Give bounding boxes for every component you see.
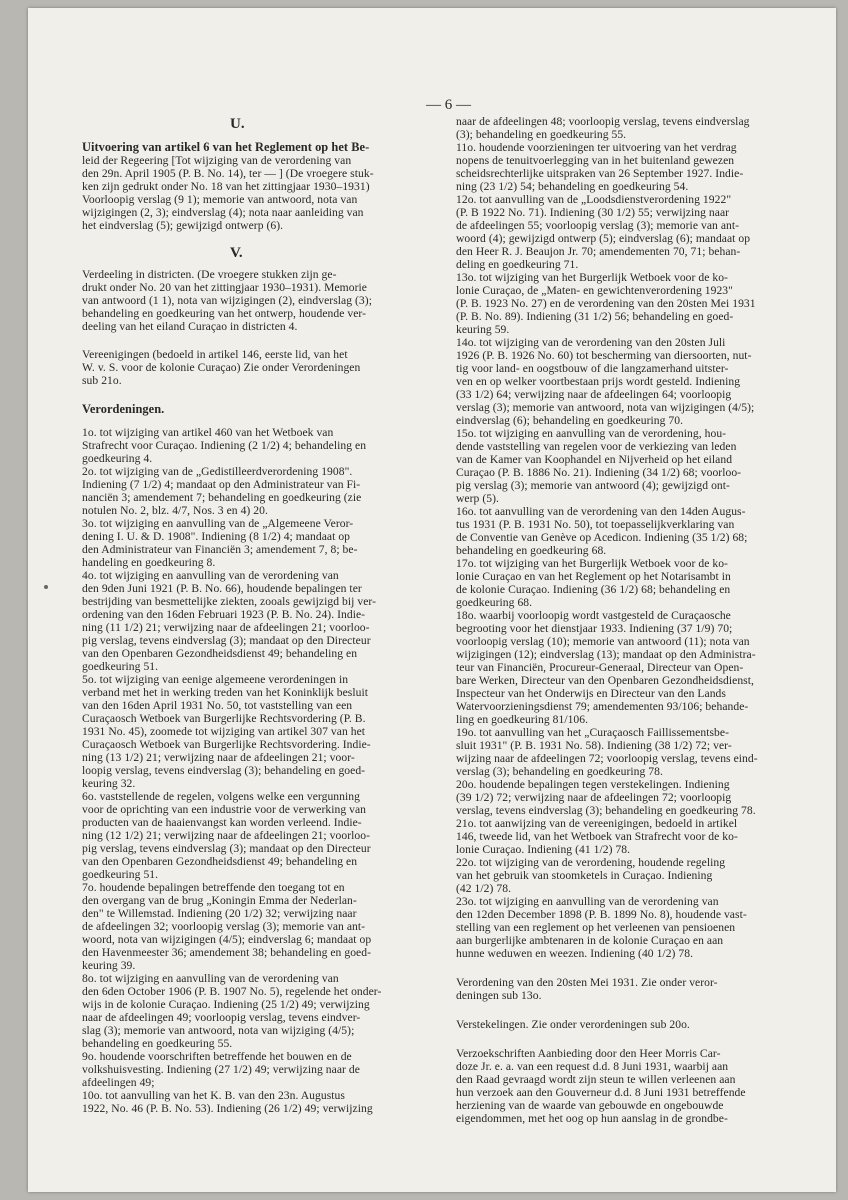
text-line: (P. B. 1923 No. 27) en de verordening van den 20sten Mei 1931 xyxy=(456,297,756,310)
section-heading-u: U. xyxy=(230,116,245,132)
text-line: goedkeuring 4. xyxy=(82,452,153,465)
text-line: (42 1/2) 78. xyxy=(456,882,512,895)
text-line: deeling van het eiland Curaçao in districten 4. xyxy=(82,320,298,333)
text-line: doze Jr. e. a. van een request d.d. 8 Juni 1931, waarbij aan xyxy=(456,1060,729,1073)
text-line: lonie Curaçao. Indiening (41 1/2) 78. xyxy=(456,843,631,856)
text-line: den 12den December 1898 (P. B. 1899 No. 8), houdende vast- xyxy=(456,908,747,921)
text-line: leid der Regeering [Tot wijziging van de verordening van xyxy=(82,154,352,167)
text-line: wijzing naar de afdeelingen 72; voorloopig verslag, tevens eind- xyxy=(456,752,758,765)
text-line: (P. B 1922 No. 71). Indiening (30 1/2) 55; verwijzing naar xyxy=(456,206,730,219)
text-line: 17o. tot wijziging van het Burgerlijk Wetboek voor de ko- xyxy=(456,557,728,570)
text-line: keuring 59. xyxy=(456,323,510,336)
text-line: drukt onder No. 20 van het zittingjaar 1930–1931). Memorie xyxy=(82,281,367,294)
text-line: 15o. tot wijziging en aanvulling van de verordening, hou- xyxy=(456,427,727,440)
text-line: 3o. tot wijziging en aanvulling van de „Algemeene Veror- xyxy=(82,517,354,530)
text-line: de kolonie Curaçao. Indiening (36 1/2) 68; behandeling en xyxy=(456,583,731,596)
text-line: 1931 No. 45), zoomede tot wijziging van artikel 307 van het xyxy=(82,725,366,738)
text-line: Vereenigingen (bedoeld in artikel 146, eerste lid, van het xyxy=(82,348,348,361)
text-line: Indiening (7 1/2) 4; mandaat op den Administrateur van Fi- xyxy=(82,478,361,491)
text-line: lonie Curaçao, de „Maten- en gewichtenverordening 1923" xyxy=(456,284,733,297)
text-line: den Havenmeester 36; amendement 38; behandeling en goed- xyxy=(82,946,371,959)
text-line: W. v. S. voor de kolonie Curaçao) Zie onder Verordeningen xyxy=(82,361,361,374)
text-line: Voorloopig verslag (9 1); memorie van antwoord, nota van xyxy=(82,193,358,206)
text-line: ken zijn gedrukt onder No. 18 van het zittingjaar 1930–1931) xyxy=(82,180,370,193)
text-line: hunne weduwen en weezen. Indiening (40 1/2) 78. xyxy=(456,947,694,960)
text-line: 12o. tot aanvulling van de „Loodsdienstverordening 1922" xyxy=(456,193,732,206)
text-line: den" te Willemstad. Indiening (20 1/2) 32; verwijzing naar xyxy=(82,907,357,920)
text-line: eigendommen, met het oog op hun aanslag in de grondbe- xyxy=(456,1112,728,1125)
text-line: Watervoorzieningsdienst 79; amendementen 93/106; behande- xyxy=(456,700,749,713)
text-line: deningen sub 13o. xyxy=(456,989,542,1002)
text-line: eindverslag (6); behandeling en goedkeuring 70. xyxy=(456,414,684,427)
text-line: woord, nota van wijzigingen (4/5); eindverslag 6; mandaat op xyxy=(82,933,372,946)
text-line: slag (3); memorie van antwoord, nota van wijziging (4/5); xyxy=(82,1024,355,1037)
text-line: dening I. U. & D. 1908". Indiening (8 1/2) 4; mandaat op xyxy=(82,530,351,543)
text-line: 5o. tot wijziging van eenige algemeene verordeningen in xyxy=(82,673,349,686)
text-line: wijzigingen (12); eindverslag (13); mandaat op den Administra- xyxy=(456,648,756,661)
text-line: werp (5). xyxy=(456,492,499,505)
text-line: (33 1/2) 64; verwijzing naar de afdeelingen 64; voorloopig xyxy=(456,388,732,401)
text-line: ning (11 1/2) 21; verwijzing naar de afdeelingen 21; voorloo- xyxy=(82,621,370,634)
text-line: lonie Curaçao en van het Reglement op het Notarisambt in xyxy=(456,570,731,583)
text-line: 1926 (P. B. 1926 No. 60) tot bescherming van diersoorten, nut- xyxy=(456,349,752,362)
text-line: (P. B. No. 89). Indiening (31 1/2) 56; behandeling en goed- xyxy=(456,310,734,323)
text-line: Verordening van den 20sten Mei 1931. Zie onder veror- xyxy=(456,976,718,989)
text-line: pig verslag, tevens eindverslag (3); mandaat op den Directeur xyxy=(82,842,371,855)
text-line: 13o. tot wijziging van het Burgerlijk Wetboek voor de ko- xyxy=(456,271,728,284)
text-line: de afdeelingen 32; voorloopig verslag (3); memorie van ant- xyxy=(82,920,366,933)
text-line: sluit 1931" (P. B. 1931 No. 58). Indiening (38 1/2) 72; ver- xyxy=(456,739,732,752)
text-line: behandeling en goedkeuring van het ontwerp, houdende ver- xyxy=(82,307,366,320)
text-line: 146, tweede lid, van het Wetboek van Strafrecht voor de ko- xyxy=(456,830,738,843)
text-line: (3); behandeling en goedkeuring 55. xyxy=(456,128,627,141)
text-line: den Raad gevraagd wordt zijn steun te willen verleenen aan xyxy=(456,1073,736,1086)
text-line: den overgang van de brug „Koningin Emma der Nederlan- xyxy=(82,894,357,907)
section-heading-v: V. xyxy=(230,245,243,261)
text-line: pig verslag, tevens eindverslag (3); mandaat op den Directeur xyxy=(82,634,371,647)
text-line: 23o. tot wijziging en aanvulling van de verordening van xyxy=(456,895,719,908)
text-line: verslag, tevens eindverslag (3); behandeling en goedkeuring 78. xyxy=(456,804,756,817)
text-line: 21o. tot aanwijzing van de vereenigingen, bedoeld in artikel xyxy=(456,817,738,830)
text-line: 1o. tot wijziging van artikel 460 van het Wetboek van xyxy=(82,426,334,439)
text-line: van den 16den April 1931 No. 50, tot vaststelling van een xyxy=(82,699,353,712)
text-line: Verordeningen. xyxy=(82,402,165,416)
text-line: 11o. houdende voorzieningen ter uitvoering van het verdrag xyxy=(456,141,737,154)
text-line: ning (13 1/2) 21; verwijzing naar de afdeelingen 21; voor- xyxy=(82,751,355,764)
text-line: loopig verslag, tevens eindverslag (3); behandeling en goed- xyxy=(82,764,366,777)
text-line: notulen No. 2, blz. 4/7, Nos. 3 en 4) 20. xyxy=(82,504,268,517)
text-line: pig verslag (3); memorie van antwoord (4); gewijzigd ont- xyxy=(456,479,730,492)
text-line: Verzoekschriften Aanbieding door den Heer Morris Car- xyxy=(456,1047,721,1060)
text-line: de afdeelingen 55; voorloopig verslag (3); memorie van ant- xyxy=(456,219,740,232)
text-line: 6o. vaststellende de regelen, volgens welke een vergunning xyxy=(82,790,360,803)
text-line: 22o. tot wijziging van de verordening, houdende regeling xyxy=(456,856,726,869)
text-line: den Administrateur van Financiën 3; amendement 7, 8; be- xyxy=(82,543,358,556)
text-line: Curaçao (P. B. 1886 No. 21). Indiening (34 1/2) 68; voorloo- xyxy=(456,466,742,479)
text-line: van het gebruik van stoomketels in Curaçao. Indiening xyxy=(456,869,713,882)
text-line: wijzigingen (2, 3); eindverslag (4); nota naar aanleiding van xyxy=(82,206,364,219)
text-line: ning (12 1/2) 21; verwijzing naar de afdeelingen 21; voorloo- xyxy=(82,829,370,842)
text-line: den 6den October 1906 (P. B. 1907 No. 5), regelende het onder- xyxy=(82,985,382,998)
text-line: Inspecteur van het Onderwijs en Directeur van den Lands xyxy=(456,687,726,700)
text-line: de Conventie van Genève op Acedicon. Indiening (35 1/2) 68; xyxy=(456,531,748,544)
text-line: (39 1/2) 72; verwijzing naar de afdeelingen 72; voorloopig xyxy=(456,791,732,804)
text-line: tus 1931 (P. B. 1931 No. 50), tot toepasselijkverklaring van xyxy=(456,518,735,531)
text-line: het eindverslag (5); gewijzigd ontwerp (6). xyxy=(82,219,284,232)
text-line: 20o. houdende bepalingen tegen verstekelingen. Indiening xyxy=(456,778,730,791)
page-number: — 6 — xyxy=(426,97,471,113)
text-line: nopens de tenuitvoerlegging van in het buitenland gewezen xyxy=(456,154,735,167)
text-line: woord (4); gewijzigd ontwerp (5); eindverslag (6); mandaat op xyxy=(456,232,751,245)
text-line: 8o. tot wijziging en aanvulling van de verordening van xyxy=(82,972,339,985)
text-line: bestrijding van besmettelijke ziekten, zooals gewijzigd bij ver- xyxy=(82,595,377,608)
text-line: ning (23 1/2) 54; behandeling en goedkeuring 54. xyxy=(456,180,689,193)
text-line: 16o. tot aanvulling van de verordening van den 14den Augus- xyxy=(456,505,746,518)
text-line: van antwoord (1 1), nota van wijzigingen (2), eindverslag (3); xyxy=(82,294,372,307)
text-line: deling en goedkeuring 71. xyxy=(456,258,579,271)
text-line: goedkeuring 51. xyxy=(82,868,159,881)
text-line: 7o. houdende bepalingen betreffende den toegang tot en xyxy=(82,881,345,894)
text-line: den Heer R. J. Beaujon Jr. 70; amendementen 70, 71; behan- xyxy=(456,245,741,258)
text-line: voor de oprichting van een industrie voor de verwerking van xyxy=(82,803,367,816)
text-line: Uitvoering van artikel 6 van het Reglement op het Be- xyxy=(82,140,370,154)
text-line: 4o. tot wijziging en aanvulling van de verordening van xyxy=(82,569,339,582)
text-line: naar de afdeelingen 49; voorloopig verslag, tevens eindver- xyxy=(82,1011,361,1024)
document-page xyxy=(28,8,836,1192)
text-line: producten van de haaienvangst kan worden verleend. Indie- xyxy=(82,816,362,829)
text-line: 18o. waarbij voorloopig wordt vastgesteld de Curaçaosche xyxy=(456,609,731,622)
text-line: aan burgerlijke ambtenaren in de kolonie Curaçao en aan xyxy=(456,934,724,947)
text-line: van de Kamer van Koophandel en Nijverheid op het eiland xyxy=(456,453,733,466)
text-line: sub 21o. xyxy=(82,374,122,387)
text-line: behandeling en goedkeuring 68. xyxy=(456,544,607,557)
text-line: goedkeuring 68. xyxy=(456,596,533,609)
text-line: ven en op welker voortbestaan prijs wordt gesteld. Indiening xyxy=(456,375,741,388)
text-line: teur van Financiën, Procureur-Generaal, Directeur van Open- xyxy=(456,661,744,674)
text-line: Curaçaosch Wetboek van Burgerlijke Rechtsvordering. Indie- xyxy=(82,738,371,751)
text-line: van den Openbaren Gezondheidsdienst 49; behandeling en xyxy=(82,647,358,660)
text-line: verband met het in werking treden van het Koninklijk besluit xyxy=(82,686,369,699)
text-line: van den Openbaren Gezondheidsdienst 49; behandeling en xyxy=(82,855,358,868)
text-line: 2o. tot wijziging van de „Gedistilleerdverordening 1908". xyxy=(82,465,353,478)
text-line: behandeling en goedkeuring 55. xyxy=(82,1037,233,1050)
text-line: verslag (3); memorie van antwoord, nota van wijzigingen (4/5); xyxy=(456,401,755,414)
text-line: 19o. tot aanvulling van het „Curaçaosch Faillissementsbe- xyxy=(456,726,729,739)
text-line: Strafrecht voor Curaçao. Indiening (2 1/2) 4; behandeling en xyxy=(82,439,367,452)
text-line: 9o. houdende voorschriften betreffende het bouwen en de xyxy=(82,1050,352,1063)
text-line: Verstekelingen. Zie onder verordeningen sub 20o. xyxy=(456,1018,690,1031)
text-line: voorloopig verslag (10); memorie van antwoord (11); nota van xyxy=(456,635,750,648)
text-line: handeling en goedkeuring 8. xyxy=(82,556,216,569)
text-line: verslag (3); behandeling en goedkeuring 78. xyxy=(456,765,663,778)
text-line: Verdeeling in districten. (De vroegere stukken zijn ge- xyxy=(82,268,337,281)
text-line: wijs in de kolonie Curaçao. Indiening (25 1/2) 49; verwijzing xyxy=(82,998,370,1011)
text-line: begrooting voor het dienstjaar 1933. Indiening (37 1/9) 70; xyxy=(456,622,733,635)
text-line: naar de afdeelingen 48; voorloopig verslag, tevens eindverslag xyxy=(456,115,750,128)
text-line: scheidsrechterlijke uitspraken van 26 September 1927. Indie- xyxy=(456,167,744,180)
text-line: Curaçaosch Wetboek van Burgerlijke Rechtsvordering (P. B. xyxy=(82,712,366,725)
text-line: 1922, No. 46 (P. B. No. 53). Indiening (26 1/2) 49; verwijzing xyxy=(82,1102,373,1115)
text-line: stelling van een reglement op het verleenen van pensioenen xyxy=(456,921,736,934)
text-line: nanciën 3; amendement 7; behandeling en goedkeuring (zie xyxy=(82,491,362,504)
text-line: ordening van den 16den Februari 1923 (P. B. No. 24). Indie- xyxy=(82,608,366,621)
text-line: goedkeuring 51. xyxy=(82,660,159,673)
text-line: tig voor land- en oogstbouw of die langzamerhand uitster- xyxy=(456,362,729,375)
text-line: volkshuisvesting. Indiening (27 1/2) 49; verwijzing naar de xyxy=(82,1063,360,1076)
text-line: hun verzoek aan den Gouverneur d.d. 8 Juni 1931 betreffende xyxy=(456,1086,746,1099)
text-line: keuring 32. xyxy=(82,777,136,790)
text-line: herziening van de waarde van gebouwde en ongebouwde xyxy=(456,1099,724,1112)
margin-mark xyxy=(44,585,48,589)
text-line: 14o. tot wijziging van de verordening van den 20sten Juli xyxy=(456,336,726,349)
text-line: den 29n. April 1905 (P. B. No. 14), ter — ] (De vroegere stuk- xyxy=(82,167,374,180)
text-line: dende vaststelling van regelen voor de verkiezing van leden xyxy=(456,440,737,453)
text-line: afdeelingen 49; xyxy=(82,1076,155,1089)
text-line: 10o. tot aanvulling van het K. B. van den 23n. Augustus xyxy=(82,1089,345,1102)
text-line: bare Werken, Directeur van den Openbaren Gezondheidsdienst, xyxy=(456,674,754,687)
text-line: keuring 39. xyxy=(82,959,136,972)
text-line: den 9den Juni 1921 (P. B. No. 66), houdende bepalingen ter xyxy=(82,582,362,595)
text-line: ling en goedkeuring 81/106. xyxy=(456,713,589,726)
